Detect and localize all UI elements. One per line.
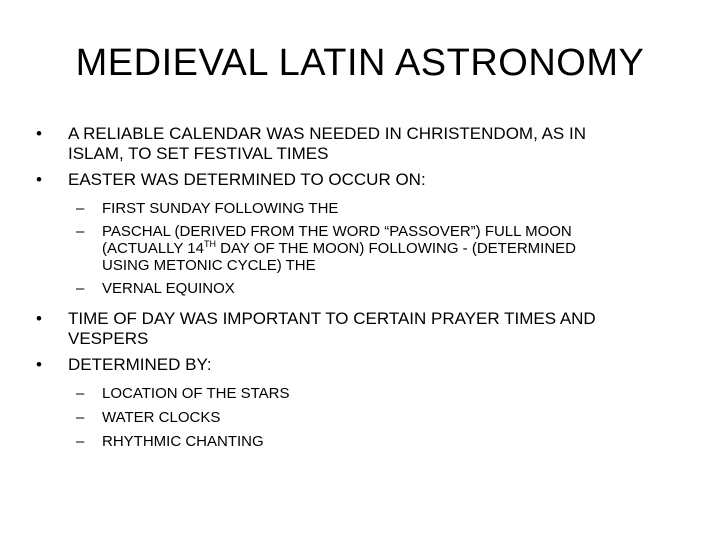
superscript: TH — [204, 239, 216, 249]
bullet-item — [36, 355, 676, 375]
sub-bullet-item — [36, 280, 676, 297]
bullet-marker: • — [36, 170, 42, 189]
sub-bullet-marker: – — [76, 200, 85, 217]
sub-bullet-item — [36, 409, 676, 426]
bullet-text-line: EASTER WAS DETERMINED TO OCCUR ON: — [68, 170, 426, 189]
sub-bullet-item — [36, 385, 676, 402]
sub-bullet-item — [36, 223, 676, 274]
sub-bullet-text-line: RHYTHMIC CHANTING — [102, 433, 264, 450]
sub-bullet-marker: – — [76, 223, 85, 240]
sub-bullet-text-line: WATER CLOCKS — [102, 409, 221, 426]
sub-bullet-marker: – — [76, 433, 85, 450]
bullet-text-line: A RELIABLE CALENDAR WAS NEEDED IN CHRISTENDOM, AS IN — [68, 124, 586, 143]
sub-bullet-text-line — [102, 240, 676, 257]
sub-bullet-marker: – — [76, 280, 85, 297]
sub-bullet-text-line: PASCHAL (DERIVED FROM THE WORD “PASSOVER”) FULL MOON — [102, 223, 572, 240]
sub-bullet-marker: – — [76, 409, 85, 426]
sub-bullet-text-line: FIRST SUNDAY FOLLOWING THE — [102, 200, 339, 217]
sub-bullet-text-line: VERNAL EQUINOX — [102, 280, 235, 297]
sub-bullet-marker: – — [76, 385, 85, 402]
sub-bullet-text-line: LOCATION OF THE STARS — [102, 385, 290, 402]
bullet-text-line: VESPERS — [68, 329, 149, 348]
text-segment: (ACTUALLY 14 — [102, 240, 204, 257]
bullet-text-line: DETERMINED BY: — [68, 355, 212, 374]
slide-body — [36, 124, 676, 450]
bullet-item — [36, 170, 676, 190]
slide-title: MEDIEVAL LATIN ASTRONOMY — [75, 42, 645, 84]
bullet-item — [36, 124, 676, 164]
bullet-text-line: ISLAM, TO SET FESTIVAL TIMES — [68, 144, 329, 163]
bullet-text-line: TIME OF DAY WAS IMPORTANT TO CERTAIN PRAYER TIMES AND — [68, 309, 596, 328]
sub-bullet-item — [36, 200, 676, 217]
bullet-marker: • — [36, 124, 42, 143]
sub-bullet-text-line: USING METONIC CYCLE) THE — [102, 257, 316, 274]
bullet-marker: • — [36, 355, 42, 374]
text-segment: DAY OF THE MOON) FOLLOWING - (DETERMINED — [216, 240, 577, 257]
bullet-item — [36, 309, 676, 349]
sub-bullet-item — [36, 433, 676, 450]
bullet-marker: • — [36, 309, 42, 328]
